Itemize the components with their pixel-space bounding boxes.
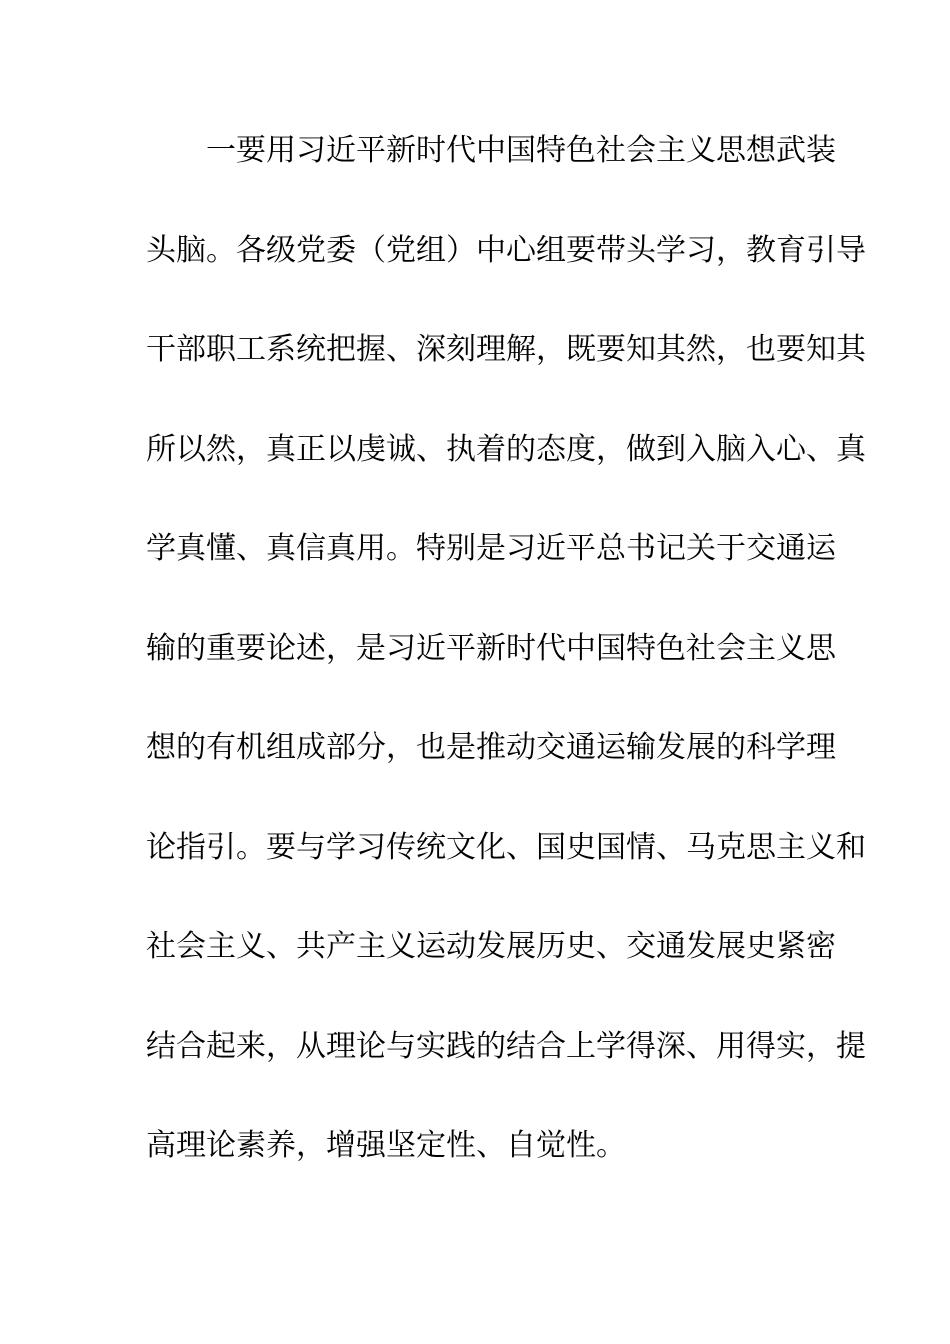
paragraph-line: 想的有机组成部分，也是推动交通运输发展的科学理: [146, 730, 836, 765]
paragraph-line: 所以然，真正以虔诚、执着的态度，做到入脑入心、真: [146, 431, 866, 467]
paragraph-line: 社会主义、共产主义运动发展历史、交通发展史紧密: [146, 929, 836, 964]
paragraph-line: 头脑。各级党委（党组）中心组要带头学习，教育引导: [146, 232, 866, 268]
paragraph-line: 结合起来，从理论与实践的结合上学得深、用得实，提: [146, 1028, 866, 1064]
paragraph-line: 输的重要论述，是习近平新时代中国特色社会主义思: [146, 630, 836, 666]
paragraph-line: 干部职工系统把握、深刻理解，既要知其然，也要知其: [146, 332, 866, 367]
paragraph-line: 一要用习近平新时代中国特色社会主义思想武装: [206, 133, 836, 168]
body-paragraph: [146, 121, 866, 1216]
paragraph-line: 高理论素养，增强坚定性、自觉性。: [146, 1128, 626, 1163]
paragraph-line: 学真懂、真信真用。特别是习近平总书记关于交通运: [146, 531, 836, 566]
paragraph-line: 论指引。要与学习传统文化、国史国情、马克思主义和: [146, 829, 866, 865]
